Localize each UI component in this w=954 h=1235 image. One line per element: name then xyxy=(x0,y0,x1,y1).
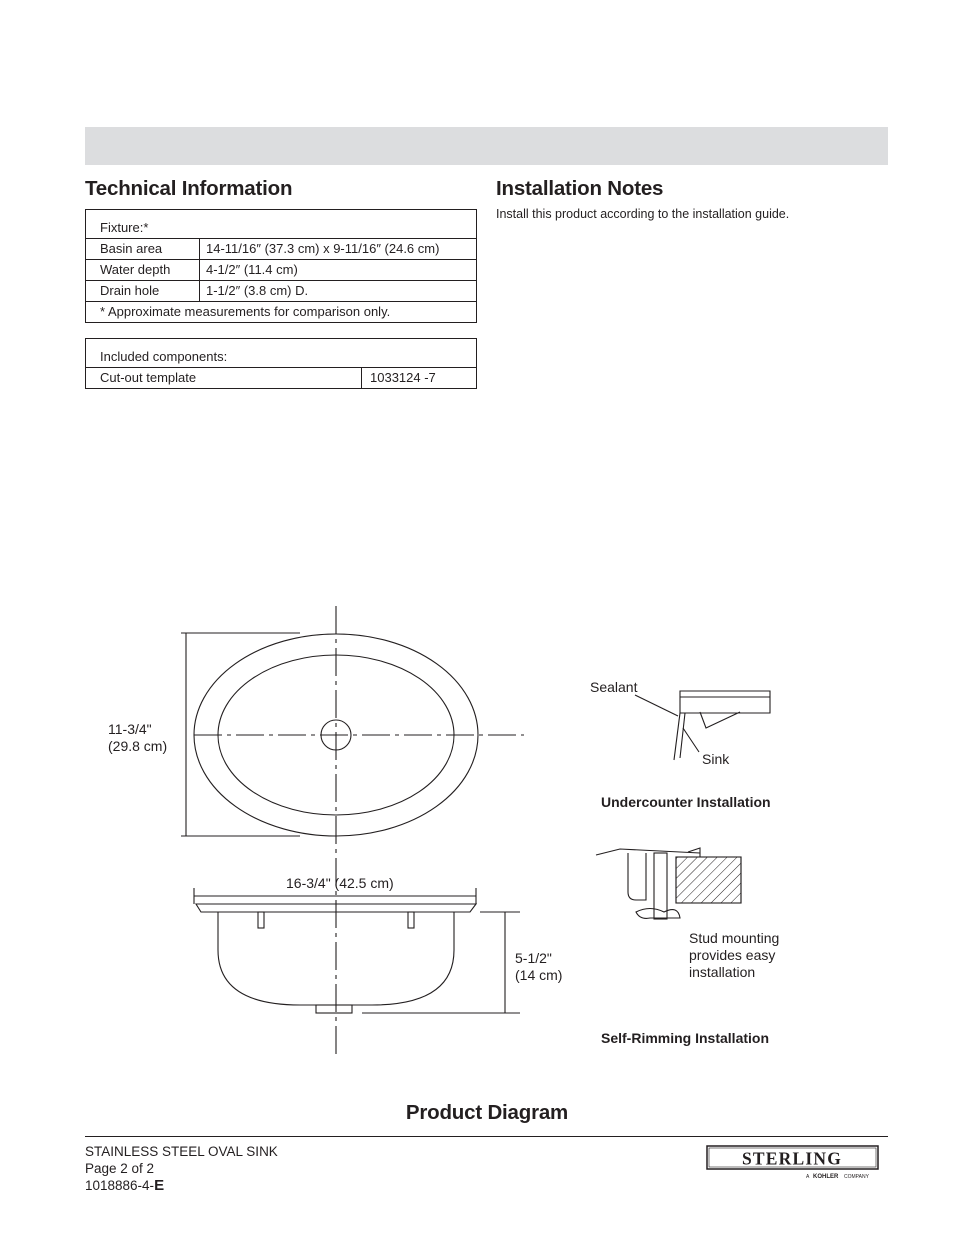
approximate-note: * Approximate measurements for comparison only. xyxy=(86,302,477,323)
logo-tagline-kohler: KOHLER xyxy=(813,1174,839,1180)
undercounter-detail xyxy=(635,691,770,760)
stud-mounting-line-3: installation xyxy=(689,964,756,980)
sink-side-view xyxy=(194,888,520,1013)
height-dimension: 11-3/4" xyxy=(108,721,152,737)
row-value: 1-1/2″ (3.8 cm) D. xyxy=(200,281,477,302)
sealant-label: Sealant xyxy=(590,679,638,695)
width-dimension: 16-3/4" (42.5 cm) xyxy=(286,875,394,891)
product-name: STAINLESS STEEL OVAL SINK xyxy=(85,1144,278,1159)
revision-letter: E xyxy=(154,1177,165,1194)
logo-tagline-company: COMPANY xyxy=(844,1174,869,1180)
row-label: Basin area xyxy=(86,239,200,260)
logo-tagline-a: A xyxy=(806,1174,810,1180)
undercounter-label: Undercounter Installation xyxy=(601,794,771,810)
component-part-number: 1033124 -7 xyxy=(362,368,477,389)
logo-brand-text: STERLING xyxy=(741,1148,843,1169)
self-rimming-label: Self-Rimming Installation xyxy=(601,1030,770,1046)
footer-divider xyxy=(85,1136,888,1137)
component-name: Cut-out template xyxy=(86,368,362,389)
row-label: Drain hole xyxy=(86,281,200,302)
installation-notes-text: Install this product according to the installation guide. xyxy=(496,207,790,221)
depth-dimension-cm: (14 cm) xyxy=(515,967,563,983)
product-diagram-title: Product Diagram xyxy=(405,1101,569,1124)
row-value: 4-1/2″ (11.4 cm) xyxy=(200,260,477,281)
fixture-label: Fixture:* xyxy=(86,210,477,239)
stud-mounting-line-2: provides easy xyxy=(689,947,776,963)
technical-information-title: Technical Information xyxy=(85,177,293,200)
installation-notes-title: Installation Notes xyxy=(496,177,664,200)
page-number: Page 2 of 2 xyxy=(85,1161,155,1176)
stud-mounting-line-1: Stud mounting xyxy=(689,930,780,946)
height-dimension-cm: (29.8 cm) xyxy=(108,738,168,754)
row-label: Water depth xyxy=(86,260,200,281)
footer xyxy=(85,1143,278,1194)
components-label: Included components: xyxy=(86,339,477,368)
sink-top-view xyxy=(181,606,524,1056)
self-rimming-detail xyxy=(596,848,741,919)
doc-number: 1018886-4- xyxy=(85,1178,155,1193)
row-value: 14-11/16″ (37.3 cm) x 9-11/16″ (24.6 cm) xyxy=(200,239,477,260)
sink-label: Sink xyxy=(702,751,730,767)
sterling-logo xyxy=(706,1145,880,1181)
document-number xyxy=(85,1177,278,1194)
depth-dimension: 5-1/2" xyxy=(515,950,552,966)
